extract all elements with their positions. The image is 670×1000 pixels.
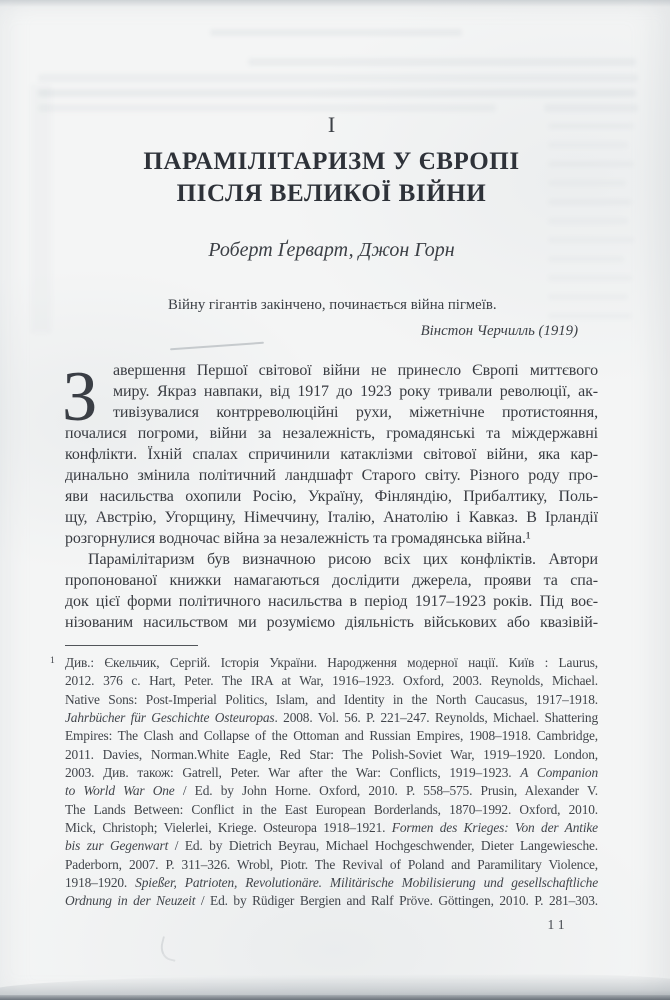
bleedthrough-strip bbox=[38, 104, 496, 112]
page-number: 11 bbox=[547, 917, 569, 932]
text-line: авершення Першої світової війни не принесло Європі миттєвого bbox=[113, 362, 598, 379]
scan-curl-artifact bbox=[158, 936, 181, 962]
chapter-title-line1: ПАРАМІЛІТАРИЗМ У ЄВРОПІ bbox=[143, 148, 520, 175]
footnote-line: Mick, Christoph; Vielerlei, Kriege. Osteuropa 1918–1921. Formen des Krieges: Von der Antike bbox=[65, 820, 598, 836]
bleedthrough-strip bbox=[30, 84, 52, 334]
chapter-title bbox=[65, 146, 598, 209]
chapter-number: I bbox=[327, 112, 336, 137]
footnote-line: 1918–1920. Spießer, Patrioten, Revolutionäre. Militärische Mobilisierung und gesellschaftliche bbox=[65, 875, 598, 891]
text-line: розгорнулися водночас війна за незалежність та громадянська війна.¹ bbox=[65, 530, 531, 547]
text-line: миру. Якраз навпаки, від 1917 до 1923 року тривали революції, ак- bbox=[113, 383, 598, 400]
scan-top-edge-shadow bbox=[0, 0, 670, 7]
footnote-body bbox=[65, 654, 598, 911]
footnote-line: 2003. Див. також: Gatrell, Peter. War after the War: Conflicts, 1919–1923. A Companion bbox=[65, 765, 598, 781]
footnote-line: Jahrbücher für Geschichte Osteuropas. 2008. Vol. 56. P. 221–247. Reynolds, Michael. Shattering bbox=[65, 710, 598, 726]
text-line: нізованим насильством ми розуміємо діяльність військових або квазівій- bbox=[65, 614, 598, 631]
text-line: пропонованої книжки намагаються дослідити джерела, прояви та спа- bbox=[65, 572, 598, 589]
text-line: динально змінила політичний ландшафт Старого світу. Різного роду про- bbox=[65, 467, 598, 484]
epigraph-attribution: Вінстон Черчилль (1919) bbox=[420, 323, 578, 339]
footnote-line: Див.: Єкельчик, Сергій. Історія України. Народження модерної нації. Київ : Laurus, bbox=[65, 655, 598, 670]
bleedthrough-strip bbox=[210, 29, 462, 36]
footnote-line: Ordnung in der Neuzeit / Ed. by Rüdiger Bergien and Ralf Pröve. Göttingen, 2010. P. 281–303. bbox=[65, 893, 598, 909]
paragraph-2 bbox=[65, 549, 598, 633]
bleedthrough-strip bbox=[38, 89, 636, 97]
epigraph-text: Війну гігантів закінчено, починається війна пігмеїв. bbox=[168, 297, 497, 313]
text-line: док цієї форми політичного насильства в період 1917–1923 років. Під воє- bbox=[65, 593, 598, 610]
text-line: Парамілітаризм був визначною рисою всіх цих конфліктів. Автори bbox=[88, 551, 598, 568]
chapter-title-line2: ПІСЛЯ ВЕЛИКОЇ ВІЙНИ bbox=[176, 179, 487, 207]
text-line: яви насильства охопили Росію, Україну, Фінляндію, Прибалтику, Поль- bbox=[65, 488, 598, 505]
epigraph bbox=[168, 296, 580, 341]
drop-cap: З bbox=[62, 358, 98, 436]
bleedthrough-strip bbox=[38, 74, 638, 82]
footnote-line: bis zur Gegenwart / Ed. by Dietrich Beyrau, Michael Hochgeschwender, Dieter Langewiesche. bbox=[65, 838, 598, 854]
bleedthrough-strip bbox=[544, 104, 638, 112]
body-text bbox=[65, 360, 598, 633]
footnote-marker: 1 bbox=[50, 656, 55, 666]
chapter-authors: Роберт Ґерварт, Джон Горн bbox=[208, 239, 455, 261]
bleedthrough-strip bbox=[548, 275, 632, 281]
text-line: тивізувалися контрреволюційні рухи, міжетнічне протистояння, bbox=[113, 404, 598, 421]
footnote-separator bbox=[65, 645, 198, 646]
paragraph-1 bbox=[65, 360, 598, 549]
text-line: щу, Австрію, Угорщину, Німеччину, Італію, Анатолію і Кавказ. В Ірландії bbox=[65, 509, 598, 526]
footnote-line: Paderborn, 2007. P. 311–326. Wrobl, Piotr. The Revival of Poland and Paramilitary Violence, bbox=[65, 856, 598, 872]
footnote-line: The Lands Between: Conflict in the East European Borderlands, 1870–1992. Oxford, 2010. bbox=[65, 801, 598, 817]
footnote-1 bbox=[50, 654, 598, 911]
scan-bottom-edge bbox=[0, 995, 670, 1000]
footnote-line: Empires: The Clash and Collapse of the Ottoman and Russian Empires, 1908–1918. Cambridge, bbox=[65, 728, 598, 744]
bleedthrough-strip bbox=[248, 58, 636, 66]
footnote-line: 2011. Davies, Norman.White Eagle, Red Star: The Polish-Soviet War, 1919–1920. London, bbox=[65, 746, 598, 762]
scan-pencil-artifact bbox=[170, 342, 264, 351]
text-line: конфлікти. Їхній спалах спричинили катаклізми світової війни, яка кар- bbox=[65, 446, 598, 463]
footnote-line: 2012. 376 с. Hart, Peter. The IRA at War, 1916–1923. Oxford, 2003. Reynolds, Michael. bbox=[65, 673, 598, 689]
footnote-line: to World War One / Ed. by John Horne. Oxford, 2010. P. 558–575. Prusin, Alexander V. bbox=[65, 783, 598, 799]
footnote-line: Native Sons: Post-Imperial Politics, Islam, and Identity in the North Caucasus, 1917–1918. bbox=[65, 691, 598, 707]
text-line: почалися погроми, війни за незалежність, громадянські та міждержавні bbox=[65, 425, 598, 442]
bleedthrough-strip bbox=[548, 218, 628, 224]
